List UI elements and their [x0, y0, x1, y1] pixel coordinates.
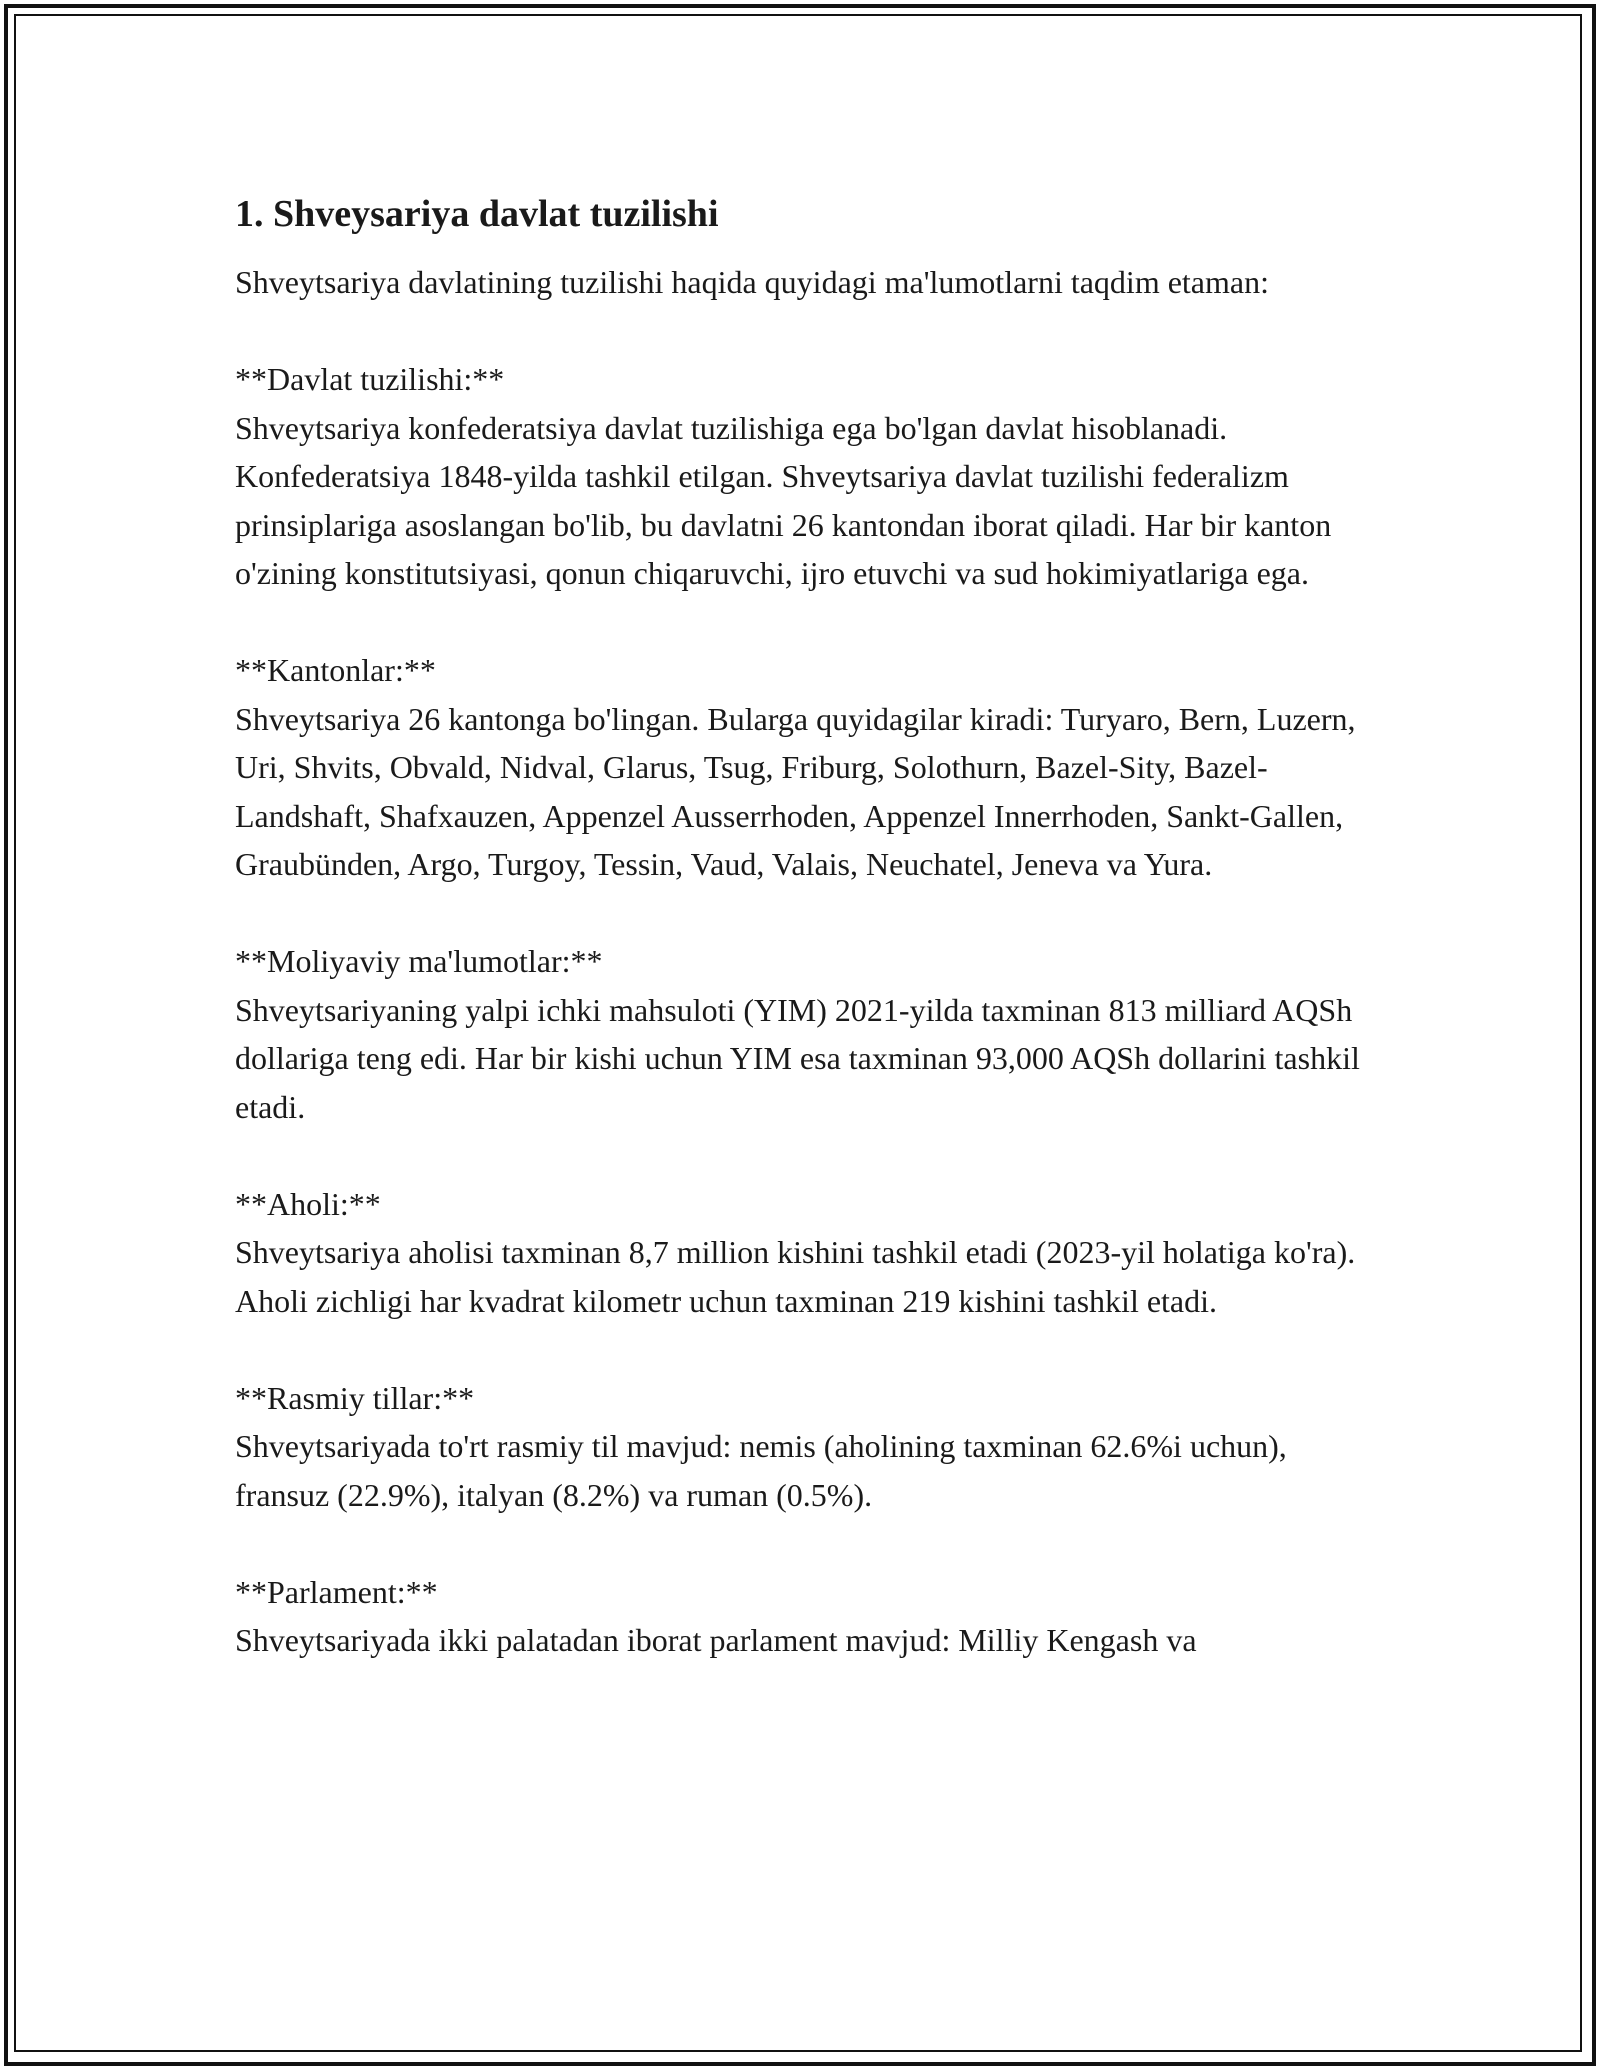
paragraph-spacer	[235, 889, 1375, 938]
section-heading-rasmiy-tillar: **Rasmiy tillar:**	[235, 1379, 475, 1416]
section-body-moliyaviy: Shveytsariyaning yalpi ichki mahsuloti (YIM) 2021-yilda taxminan 813 milliard AQSh dollariga teng edi. Har bir kishi uchun YIM esa taxminan 93,000 AQSh dollarini tashkil etadi.	[235, 991, 1368, 1125]
intro-paragraph: Shveytsariya davlatining tuzilishi haqida quyidagi ma'lumotlarni taqdim etaman:	[235, 264, 1269, 300]
section-body-kantonlar: Shveytsariya 26 kantonga bo'lingan. Bularga quyidagilar kiradi: Turyaro, Bern, Luzern, Uri, Shvits, Obvald, Nidval, Glarus, Tsug, Friburg, Solothurn, Bazel-Sity, Bazel-Landshaft, Shafxauzen, Appenzel Ausserrhoden, Appenzel Innerrhoden, Sankt-Gallen, Graubünden, Argo, Turgoy, Tessin, Vaud, Valais, Neuchatel, Jeneva va Yura.	[235, 700, 1364, 882]
section-heading-moliyaviy: **Moliyaviy ma'lumotlar:**	[235, 943, 603, 979]
section-body-parlament: Shveytsariyada ikki palatadan iborat parlament mavjud: Milliy Kengash va	[235, 1622, 1197, 1658]
paragraph-spacer	[235, 1325, 1375, 1374]
section-body-aholi: Shveytsariya aholisi taxminan 8,7 million kishini tashkil etadi (2023-yil holatiga ko'ra). Aholi zichligi har kvadrat kilometr uchun taxminan 219 kishini tashkil etadi.	[235, 1234, 1362, 1319]
section-heading-kantonlar: **Kantonlar:**	[235, 652, 436, 688]
paragraph-spacer	[235, 1131, 1375, 1180]
section-heading-davlat-tuzilishi: **Davlat tuzilishi:**	[235, 361, 505, 397]
paragraph-spacer	[235, 598, 1375, 647]
section-heading-aholi: **Aholi:**	[235, 1185, 381, 1222]
section-body-davlat-tuzilishi: Shveytsariya konfederatsiya davlat tuzilishiga ega bo'lgan davlat hisoblanadi. Konfederatsiya 1848-yilda tashkil etilgan. Shveytsariya davlat tuzilishi federalizm prinsiplariga asoslangan bo'lib, bu davlatni 26 kantondan iborat qiladi. Har bir kanton o'zining konstitutsiyasi, qonun chiqaruvchi, ijro etuvchi va sud hokimiyatlariga ega.	[235, 409, 1340, 591]
paragraph-spacer	[235, 307, 1375, 356]
section-body-rasmiy-tillar: Shveytsariyada to'rt rasmiy til mavjud: nemis (aholining taxminan 62.6%i uchun), fransuz (22.9%), italyan (8.2%) va ruman (0.5%).	[235, 1428, 1295, 1513]
section-heading-parlament: **Parlament:**	[235, 1573, 438, 1610]
document-title: 1. Shveysariya davlat tuzilishi	[235, 193, 719, 235]
document-content	[235, 186, 1375, 1665]
paragraph-spacer	[235, 1519, 1375, 1568]
